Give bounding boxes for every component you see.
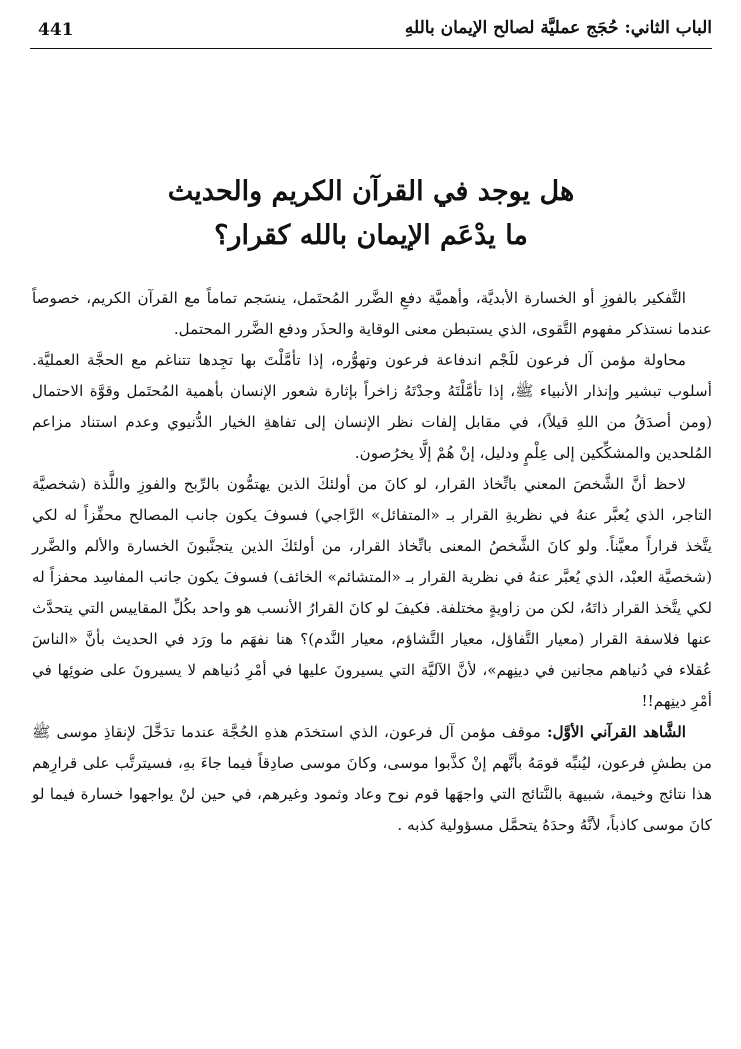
witness-label: الشَّاهد القرآني الأوَّل: xyxy=(546,723,686,741)
body-text xyxy=(32,283,712,841)
witness-text: موقف مؤمن آل فرعون، الذي استخدَم هذهِ الحُجَّة عندما تدَخَّلَ لإنقاذِ موسى ﷺ من بطشِ فرعون، ليُنبِّه قومَهُ بأنَّهم إنْ كذَّبوا موسى، وكانَ موسى صادِقاً فيما جاءَ بهِ، فسيترتَّب على قرارِهم هذا نتائج وخيمة، شبيهة بالنَّتائج التي واجهَها قوم نوح وعاد وثمود وغيرهم، في حين لنْ يواجهوا خسارة فيما لو كانَ موسى كاذباً، لأنَّهُ وحدَهُ يتحمَّل مسؤولية كذبه . xyxy=(32,723,712,834)
running-head: الباب الثاني: حُجَج عمليَّة لصالح الإيمان باللهِ xyxy=(404,18,712,38)
header-rule xyxy=(30,48,712,49)
paragraph-2: محاولة مؤمن آل فرعون للَجْم اندفاعة فرعون وتهوُّره، إذا تأمَّلْتَ بها تجِدها تتناغم مع الحجَّة العمليَّة. أسلوب تبشير وإنذار الأنبياء ﷺ، إذا تأمَّلْتَهُ وجدْتَهُ زاخراً بإثارة شعور الإنسان بأهمية المُحتَمل وقوَّة الاحتمال (ومن أصدَقُ من اللهِ قيلاً)، في مقابل إلفات نظر الإنسان إلى تفاهةِ الخيار الدُّنيوي وعدم استناد مزاعم المُلحدين والمشكِّكين إلى عِلْمٍ ودليل، إنْ هُمْ إلَّا يخرُصون. xyxy=(32,351,712,462)
section-title xyxy=(30,170,712,258)
page-header xyxy=(30,18,712,44)
title-line-1: هل يوجد في القرآن الكريم والحديث xyxy=(167,176,575,207)
paragraph-3: لاحظ أنَّ الشَّخصَ المعني باتِّخاذ القرار، لو كانَ من أولئكَ الذين يهتمُّون بالرِّبح والفوزِ واللَّذة (شخصيَّة التاجر، الذي يُعبَّر عنهُ في نظريةِ القرار بـ «المتفائل» الرَّاجي) فسوفَ يكون جانب المصالح محفِّزاً له لكي يتَّخذ قراراً معيَّناً. ولو كانَ الشَّخصُ المعنى باتِّخاذ القرار، من أولئكَ الذين يتجنَّبونَ الخسارة والألم والضَّرر (شخصيَّة العبْد، الذي يُعبَّر عنهُ في نظرية القرار بـ «المتشائم» الخائف) فسوفَ يكون جانب المفاسِد محفزاً له لكي يتَّخذ القرار ذاتَهُ، لكن من زاويةٍ مختلفة. فكيفَ لو كانَ القرارُ الأنسب هو واحد بكُلِّ المقاييس التي يتحدَّث عنها فلاسفة القرار (معيار التَّفاؤل، معيار التَّشاؤم، معيار النَّدم)؟ هنا نفهَم ما ورَد في الحديث بأنَّ «الناسَ عُقلاء في دُنياهم مجانين في دينِهم»، لأنَّ الآليَّة التي يسيرونَ عليها في أمْرِ دُنياهم لا يسيرونَ على ضوئِها في أمْرِ دينِهم!! xyxy=(32,475,712,710)
page-number: 441 xyxy=(38,20,74,40)
title-line-2: ما يدْعَم الإيمان بالله كقرار؟ xyxy=(214,220,528,251)
paragraph-1: التَّفكير بالفوزِ أو الخسارة الأبديَّة، وأهميَّة دفعِ الضَّرر المُحتَمل، ينسَجم تماماً مع القرآن الكريم، خصوصاً عندما نستذكر مفهوم التَّقوى، الذي يستبطن معنى الوقاية والحذَر ودفع الضَّرر المحتمل. xyxy=(32,289,712,338)
paragraph-4 xyxy=(32,717,712,841)
